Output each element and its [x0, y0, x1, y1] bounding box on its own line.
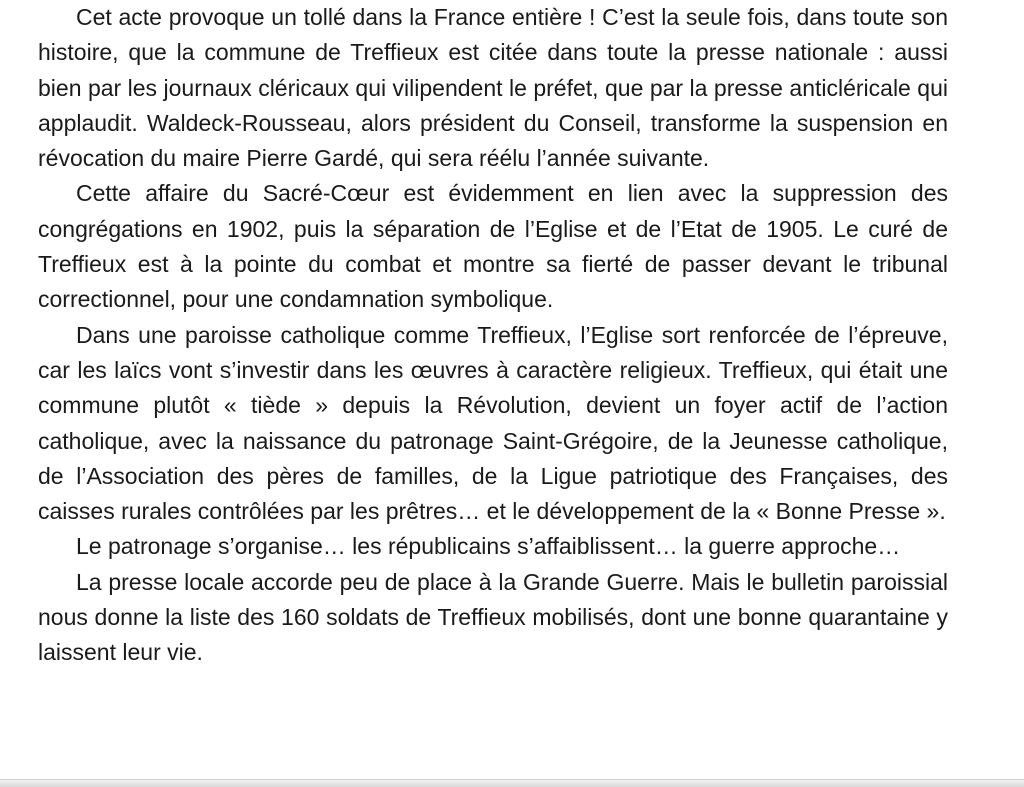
paragraph-1: Cet acte provoque un tollé dans la France entière ! C’est la seule fois, dans toute son histoire, que la commune de Treffieux est citée dans toute la presse nationale : aussi bien par les journaux cléricaux qui vilipendent le préfet, que par la presse anticléricale qui applaudit. Waldeck-Rousseau, alors président du Conseil, transforme la suspension en révocation du maire Pierre Gardé, qui sera réélu l’année suivante. — [38, 4, 948, 172]
page-bottom-edge — [0, 779, 1024, 787]
paragraph-5: La presse locale accorde peu de place à la Grande Guerre. Mais le bulletin paroissial nous donne la liste des 160 soldats de Treffieux mobilisés, dont une bonne quarantaine y laissent leur vie. — [38, 568, 948, 666]
document-body — [38, 0, 948, 671]
paragraph-2: Cette affaire du Sacré-Cœur est évidemment en lien avec la suppression des congrégations en 1902, puis la séparation de l’Eglise et de l’Etat de 1905. Le curé de Treffieux est à la pointe du combat et montre sa fierté de passer devant le tribunal correctionnel, pour une condamnation symbolique. — [38, 180, 948, 313]
paragraph-3: Dans une paroisse catholique comme Treffieux, l’Eglise sort renforcée de l’épreuve, car les laïcs vont s’investir dans les œuvres à caractère religieux. Treffieux, qui était une commune plutôt « tiède » depuis la Révolution, devient un foyer actif de l’action catholique, avec la naissance du patronage Saint-Grégoire, de la Jeunesse catholique, de l’Association des pères de familles, de la Ligue patriotique des Françaises, des caisses rurales contrôlées par les prêtres… et le développement de la « Bonne Presse ». — [38, 321, 948, 525]
paragraph-4: Le patronage s’organise… les républicains s’affaiblissent… la guerre approche… — [76, 533, 901, 560]
